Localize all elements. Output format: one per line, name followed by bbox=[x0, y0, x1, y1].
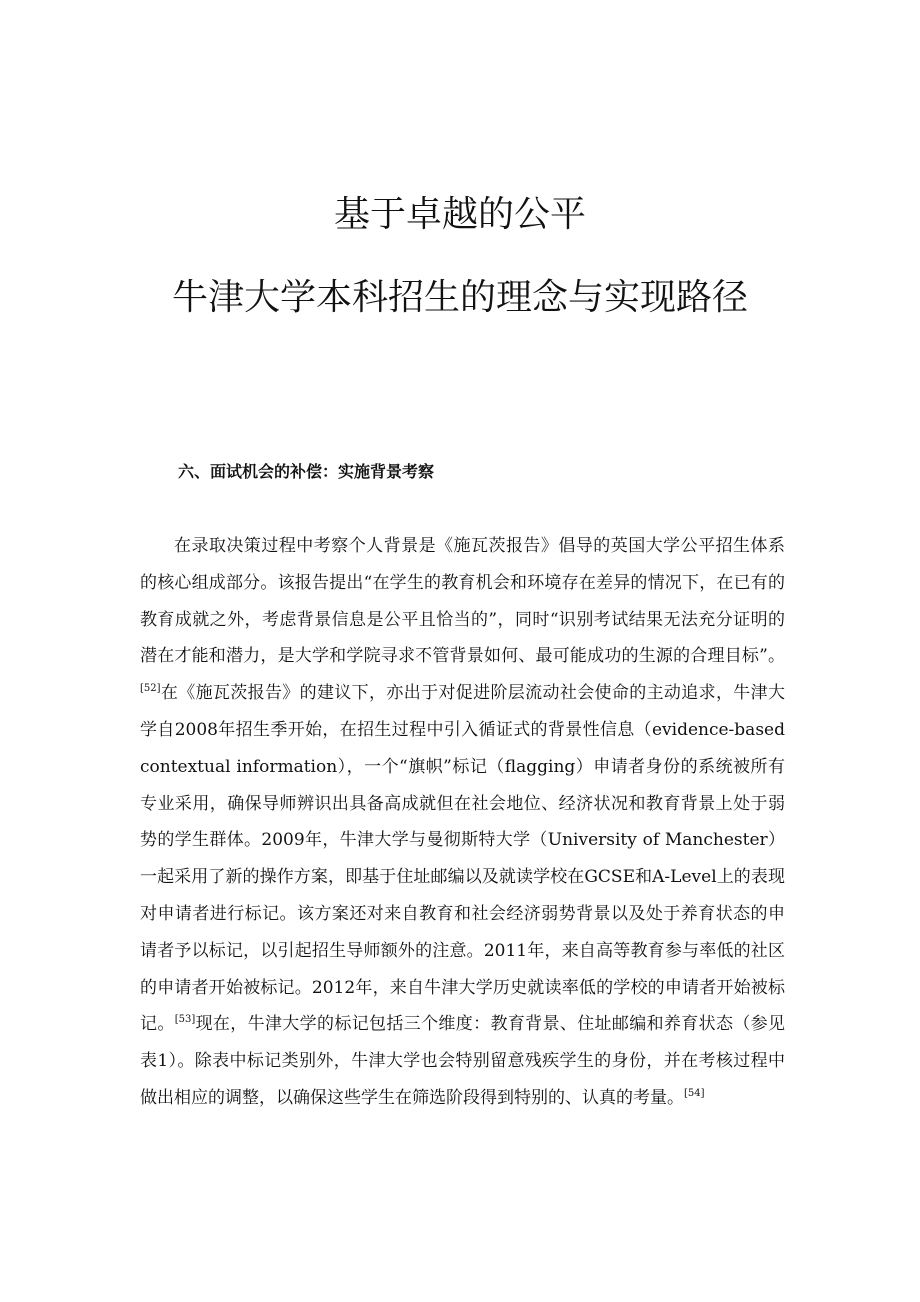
paragraph-text-part-2: 在《施瓦茨报告》的建议下，亦出于对促进阶层流动社会使命的主动追求，牛津大学自2008年招生季开始，在招生过程中引入循证式的背景性信息（evidence-based contextual information），一个“旗帜”标记（flagging）申请者身份的系统被所有专业采用，确保导师辨识出具备高成就但在社会地位、经济状况和教育背景上处于弱势的学生群体。2009年，牛津大学与曼彻斯特大学（University of Manchester）一起采用了新的操作方案，即基于住址邮编以及就读学校在GCSE和A-Level上的表现对申请者进行标记。该方案还对来自教育和社会经济弱势背景以及处于养育状态的申请者予以标记，以引起招生导师额外的注意。2011年，来自高等教育参与率低的社区的申请者开始被标记。2012年，来自牛津大学历史就读率低的学校的申请者开始被标记。 bbox=[140, 683, 785, 1035]
citation-53: [53] bbox=[174, 1014, 196, 1026]
title-line-2: 牛津大学本科招生的理念与实现路径 bbox=[171, 277, 748, 318]
citation-52: [52] bbox=[140, 683, 161, 695]
citation-54: [54] bbox=[684, 1087, 705, 1099]
paragraph-text-part-3: 现在，牛津大学的标记包括三个维度：教育背景、住址邮编和养育状态（参见表1）。除表中标记类别外，牛津大学也会特别留意残疾学生的身份，并在考核过程中做出相应的调整，以确保这些学生在筛选阶段得到特别的、认真的考量。 bbox=[140, 1014, 786, 1108]
section-heading: 六、面试机会的补偿：实施背景考察 bbox=[178, 462, 435, 481]
body-paragraph bbox=[140, 528, 785, 1117]
title-line-1: 基于卓越的公平 bbox=[333, 194, 586, 235]
paragraph-text-part-1: 在录取决策过程中考察个人背景是《施瓦茨报告》倡导的英国大学公平招生体系的核心组成部分。该报告提出“在学生的教育机会和环境存在差异的情况下，在已有的教育成就之外，考虑背景信息是公平且恰当的”，同时“识别考试结果无法充分证明的潜在才能和潜力，是大学和学院寻求不管背景如何、最可能成功的生源的合理目标”。 bbox=[140, 536, 785, 667]
